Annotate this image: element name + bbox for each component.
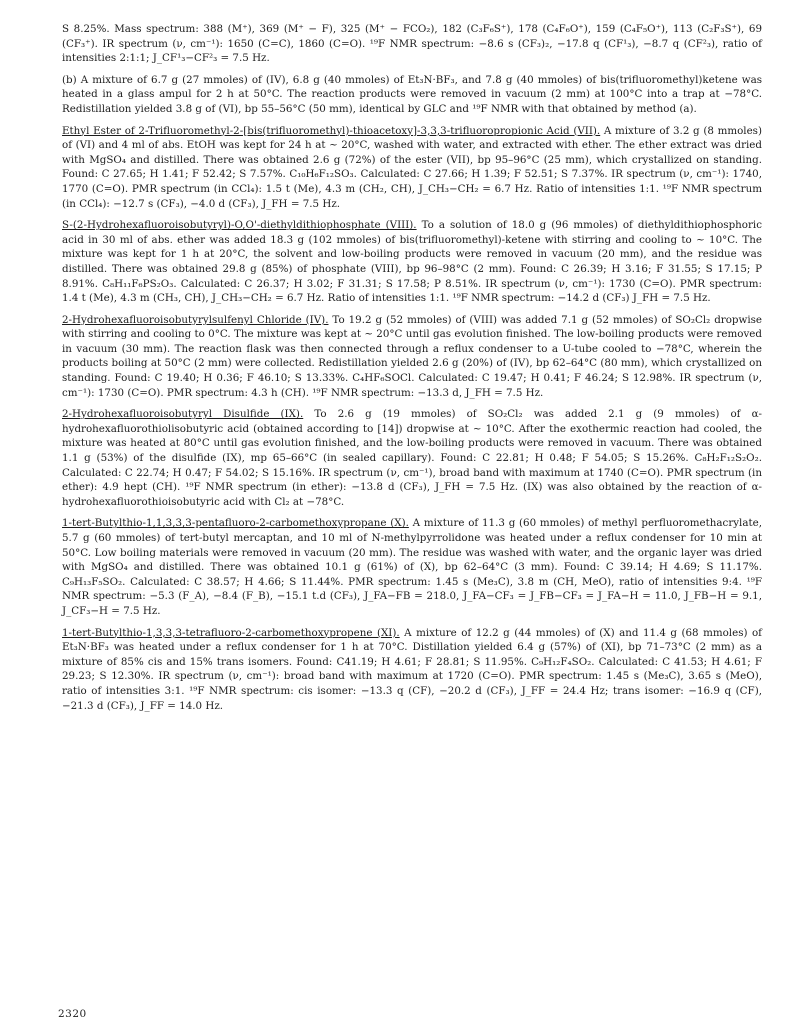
compound-heading: 2-Hydrohexafluoroisobutyrylsulfenyl Chloride (IV). xyxy=(62,313,329,326)
paragraph-spectra-continued xyxy=(62,22,762,66)
paragraph-text: S 8.25%. Mass spectrum: 388 (M⁺), 369 (M⁺ − F), 325 (M⁺ − FCO₂), 182 (C₃F₆S⁺), 178 (C₄F₆O⁺), 159 (C₄F₅O⁺), 113 (C₂F₃S⁺), 69 (CF₃⁺). IR spectrum (ν, cm⁻¹): 1650 (C=C), 1860 (C=O). ¹⁹F NMR spectrum: −8.6 s (CF₃)₂, −17.8 q (CF¹₃), −8.7 q (CF²₃), ratio of intensities 2:1:1; J_CF¹₃−CF²₃ = 7.5 Hz. xyxy=(62,23,762,65)
paragraph-compound-xi xyxy=(62,626,762,714)
paragraph-compound-vii xyxy=(62,124,762,212)
compound-heading: 1-tert-Butylthio-1,1,3,3,3-pentafluoro-2-carbomethoxypropane (X). xyxy=(62,517,409,530)
compound-heading: S-(2-Hydrohexafluoroisobutyryl)-O,O'-diethyldithiophosphate (VIII). xyxy=(62,219,417,232)
compound-heading: Ethyl Ester of 2-Trifluoromethyl-2-[bis(trifluoromethyl)-thioacetoxy]-3,3,3-trifluoropropionic Acid (VII). xyxy=(62,124,601,137)
paragraph-text: (b) A mixture of 6.7 g (27 mmoles) of (IV), 6.8 g (40 mmoles) of Et₃N·BF₃, and 7.8 g (40 mmoles) of bis(trifluoromethyl)ketene was heated in a glass ampul for 2 h at 50°C. The reaction products were removed in vacuum (2 mm) at 100°C into a trap at −78°C. Redistillation yielded 3.8 g of (VI), bp 55–56°C (50 mm), identical by GLC and ¹⁹F NMR with that obtained by method (a). xyxy=(62,73,762,115)
paragraph-text: A mixture of 3.2 g (8 mmoles) of (VI) and 4 ml of abs. EtOH was kept for 24 h at ~ 20°C, washed with water, and extracted with ether. The ether extract was dried with MgSO₄ and distilled. There was obtained 2.6 g (72%) of the ester (VII), bp 95–96°C (25 mm), which crystallized on standing. Found: C 27.65; H 1.41; F 52.42; S 7.57%. C₁₀H₆F₁₂SO₃. Calculated: C 27.66; H 1.39; F 52.51; S 7.37%. IR spectrum (ν, cm⁻¹): 1740, 1770 (C=O). PMR spectrum (in CCl₄): 1.5 t (Me), 4.3 m (CH₂, CH), J_CH₃−CH₂ = 6.7 Hz. Ratio of intensities 1:1. ¹⁹F NMR spectrum (in CCl₄): −12.7 s (CF₃), −4.0 d (CF₃), J_FH = 7.5 Hz. xyxy=(62,124,762,210)
paragraph-compound-iv xyxy=(62,313,762,401)
document-body xyxy=(62,22,762,720)
paragraph-compound-x xyxy=(62,516,762,618)
compound-heading: 1-tert-Butylthio-1,3,3,3-tetrafluoro-2-carbomethoxypropene (XI). xyxy=(62,626,400,639)
paragraph-text: To a solution of 18.0 g (96 mmoles) of diethyldithiophosphoric acid in 30 ml of abs. ether was added 18.3 g (102 mmoles) of bis(trifluoromethyl)-ketene with stirring and cooling to ~ 10°C. The mixture was kept for 1 h at 20°C, the solvent and low-boiling products were removed in vacuum (20 mm), and the residue was distilled. There was obtained 29.8 g (85%) of phosphate (VIII), bp 96–98°C (2 mm). Found: C 26.39; H 3.16; F 31.55; S 17.15; P 8.91%. C₈H₁₁F₆PS₂O₃. Calculated: C 26.37; H 3.02; F 31.31; S 17.58; P 8.51%. IR spectrum (ν, cm⁻¹): 1730 (C=O). PMR spectrum: 1.4 t (Me), 4.3 m (CH₃, CH), J_CH₃−CH₂ = 6.7 Hz. Ratio of intensities 1:1. ¹⁹F NMR spectrum: −14.2 d (CF₃) J_FH = 7.5 Hz. xyxy=(62,219,762,305)
paragraph-compound-ix xyxy=(62,407,762,509)
paragraph-method-b xyxy=(62,73,762,117)
page-number: 2320 xyxy=(58,1008,87,1020)
paragraph-text: A mixture of 11.3 g (60 mmoles) of methyl perfluoromethacrylate, 5.7 g (60 mmoles) of tert-butyl mercaptan, and 10 ml of N-methylpyrrolidone was heated under a reflux condenser for 10 min at 50°C. Low boiling materials were removed in vacuum (20 mm). The residue was washed with water, and the organic layer was dried with MgSO₄ and distilled. There was obtained 10.1 g (61%) of (X), bp 62–64°C (3 mm). Found: C 39.14; H 4.69; S 11.17%. C₉H₁₃F₅SO₂. Calculated: C 38.57; H 4.66; S 11.44%. PMR spectrum: 1.45 s (Me₃C), 3.8 m (CH, MeO), ratio of intensities 9:4. ¹⁹F NMR spectrum: −5.3 (F_A), −8.4 (F_B), −15.1 t.d (CF₃), J_FA−FB = 218.0, J_FA−CF₃ = J_FB−CF₃ = J_FA−H = 11.0, J_FB−H = 9.1, J_CF₃−H = 7.5 Hz. xyxy=(62,517,762,617)
paragraph-compound-viii xyxy=(62,218,762,306)
paragraph-text: A mixture of 12.2 g (44 mmoles) of (X) and 11.4 g (68 mmoles) of Et₃N·BF₃ was heated under a reflux condenser for 1 h at 70°C. Distillation yielded 6.4 g (57%) of (XI), bp 71–73°C (2 mm) as a mixture of 85% cis and 15% trans isomers. Found: C41.19; H 4.61; F 28.81; S 11.95%. C₉H₁₂F₄SO₂. Calculated: C 41.53; H 4.61; F 29.23; S 12.30%. IR spectrum (ν, cm⁻¹): broad band with maximum at 1720 (C=O). PMR spectrum: 1.45 s (Me₃C), 3.65 s (MeO), ratio of intensities 3:1. ¹⁹F NMR spectrum: cis isomer: −13.3 q (CF), −20.2 d (CF₃), J_FF = 24.4 Hz; trans isomer: −16.9 q (CF), −21.3 d (CF₃), J_FF = 14.0 Hz. xyxy=(62,626,762,712)
paragraph-text: To 19.2 g (52 mmoles) of (VIII) was added 7.1 g (52 mmoles) of SO₂Cl₂ dropwise with stirring and cooling to 0°C. The mixture was kept at ~ 20°C until gas evolution finished. The low-boiling products were removed in vacuum (30 mm). The reaction flask was then connected through a reflux condenser to a U-tube cooled to −78°C, wherein the products boiling at 50°C (2 mm) were collected. Redistillation yielded 2.6 g (20%) of (IV), bp 62–64°C (80 mm), which crystallized on standing. Found: C 19.40; H 0.36; F 46.10; S 13.33%. C₄HF₆SOCl. Calculated: C 19.47; H 0.41; F 46.24; S 12.98%. IR spectrum (ν, cm⁻¹): 1730 (C=O). PMR spectrum: 4.3 h (CH). ¹⁹F NMR spectrum: −13.3 d, J_FH = 7.5 Hz. xyxy=(62,313,763,399)
paragraph-text: To 2.6 g (19 mmoles) of SO₂Cl₂ was added 2.1 g (9 mmoles) of α-hydrohexafluorothiolisobutyric acid (obtained according to [14]) dropwise at ~ 10°C. After the exothermic reaction had cooled, the mixture was heated at 80°C until gas evolution finished, and the low-boiling products were removed in vacuum. There was obtained 1.1 g (53%) of the disulfide (IX), mp 65–66°C (in sealed capillary). Found: C 22.81; H 0.48; F 54.05; S 15.26%. C₈H₂F₁₂S₂O₂. Calculated: C 22.74; H 0.47; F 54.02; S 15.16%. IR spectrum (ν, cm⁻¹), broad band with maximum at 1740 (C=O). PMR spectrum (in ether): 4.9 hept (CH). ¹⁹F NMR spectrum (in ether): −13.8 d (CF₃), J_FH = 7.5 Hz. (IX) was also obtained by the reaction of α-hydrohexafluorothioisobutyric acid with Cl₂ at −78°C. xyxy=(62,408,762,508)
compound-heading: 2-Hydrohexafluoroisobutyryl Disulfide (IX). xyxy=(62,408,304,421)
